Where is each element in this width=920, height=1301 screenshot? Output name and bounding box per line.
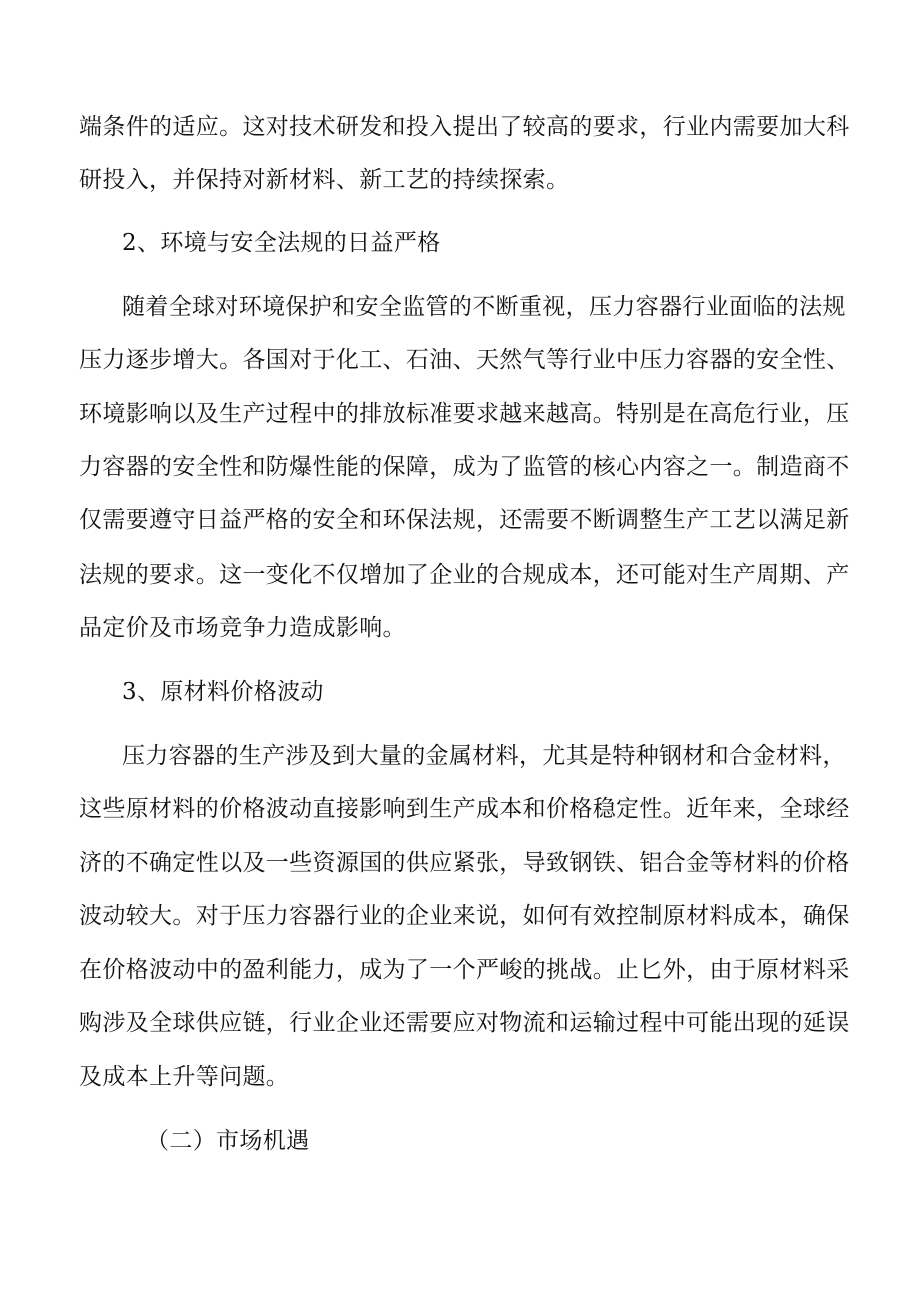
paragraph-line: 济的不确定性以及一些资源国的供应紧张，导致钢铁、铝合金等材料的价格	[79, 850, 850, 876]
paragraph-line: 这些原材料的价格波动直接影响到生产成本和价格稳定性。近年来，全球经	[79, 796, 850, 822]
paragraph-line: 仅需要遵守日益严格的安全和环保法规，还需要不断调整生产工艺以满足新	[79, 507, 850, 533]
paragraph-line: 在价格波动中的盈利能力，成为了一个严峻的挑战。止匕外，由于原材料采	[79, 957, 850, 983]
paragraph-line: 压力逐步增大。各国对于化工、石油、天然气等行业中压力容器的安全性、	[79, 347, 850, 373]
paragraph-line: 压力容器的生产涉及到大量的金属材料，尤其是特种钢材和合金材料，	[122, 743, 846, 769]
paragraph-line: 端条件的适应。这对技术研发和投入提出了较高的要求，行业内需要加大科	[79, 114, 850, 140]
paragraph-line: 研投入，并保持对新材料、新工艺的持续探索。	[79, 167, 570, 193]
section-heading: 2、环境与安全法规的日益严格	[122, 230, 441, 256]
paragraph-line: 波动较大。对于压力容器行业的企业来说，如何有效控制原材料成本，确保	[79, 903, 850, 929]
paragraph-line: 品定价及市场竞争力造成影响。	[79, 615, 406, 641]
paragraph-line: 及成本上升等问题。	[79, 1064, 290, 1090]
section-heading: 3、原材料价格波动	[122, 679, 324, 705]
paragraph-line: 随着全球对环境保护和安全监管的不断重视，压力容器行业面临的法规	[122, 294, 846, 320]
section-heading: （二）市场机遇	[146, 1128, 310, 1154]
paragraph-line: 购涉及全球供应链，行业企业还需要应对物流和运输过程中可能出现的延误	[79, 1010, 850, 1036]
paragraph-line: 力容器的安全性和防爆性能的保障，成为了监管的核心内容之一。制造商不	[79, 454, 850, 480]
paragraph-line: 环境影响以及生产过程中的排放标准要求越来越高。特别是在高危行业，压	[79, 401, 850, 427]
paragraph-line: 法规的要求。这一变化不仅增加了企业的合规成本，还可能对生产周期、产	[79, 562, 850, 588]
